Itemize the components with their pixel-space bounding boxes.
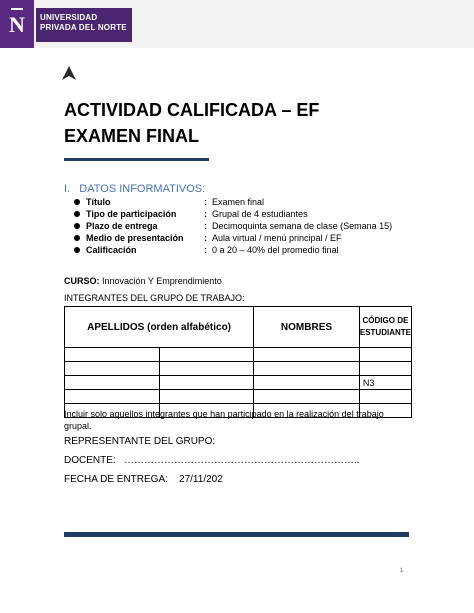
header-codigo: CÓDIGO DE ESTUDIANTE [359, 307, 411, 348]
docente-value: …………………………………………………………….. [124, 455, 360, 466]
info-label: Calificación [86, 245, 137, 255]
title-divider [64, 158, 209, 161]
table-cell[interactable] [65, 348, 160, 362]
info-colon: : [204, 197, 207, 207]
bullet-icon [74, 235, 80, 241]
table-header-row [65, 307, 412, 348]
table-cell[interactable] [159, 390, 254, 404]
representante-label: REPRESENTANTE DEL GRUPO: [64, 436, 216, 447]
table-cell[interactable] [65, 362, 160, 376]
info-label: Título [86, 197, 111, 207]
info-colon: : [204, 245, 207, 255]
info-value: Decimoquinta semana de clase (Semana 15) [212, 221, 393, 231]
table-cell[interactable] [359, 390, 411, 404]
footer-divider [64, 532, 409, 537]
info-row-medio [74, 232, 342, 244]
table-row [65, 348, 412, 362]
fecha-line [64, 474, 223, 485]
curso-line [64, 276, 222, 286]
university-name [40, 13, 127, 33]
table-row [65, 362, 412, 376]
info-value: Examen final [212, 197, 265, 207]
fecha-label: FECHA DE ENTREGA: [64, 474, 168, 485]
info-label: Plazo de entrega [86, 221, 158, 231]
fecha-value: 27/11/202 [179, 474, 223, 485]
table-cell[interactable] [65, 376, 160, 390]
document-title-line1: ACTIVIDAD CALIFICADA – EF [64, 100, 320, 120]
table-cell[interactable] [159, 348, 254, 362]
table-cell[interactable] [254, 376, 360, 390]
upn-logo-icon [0, 0, 34, 48]
document-title-line2: EXAMEN FINAL [64, 126, 199, 146]
university-line2: PRIVADA DEL NORTE [40, 23, 127, 32]
page-number: 1 [400, 568, 404, 574]
docente-label: DOCENTE: [64, 455, 116, 466]
table-cell[interactable] [159, 376, 254, 390]
info-value: Grupal de 4 estudiantes [212, 209, 308, 219]
curso-label: CURSO: [64, 276, 100, 286]
info-colon: : [204, 221, 207, 231]
table-cell[interactable] [254, 362, 360, 376]
integrantes-label: INTEGRANTES DEL GRUPO DE TRABAJO: [64, 293, 245, 303]
bullet-icon [74, 223, 80, 229]
info-value: Aula virtual / menú principal / EF [212, 233, 342, 243]
info-value: 0 a 20 – 40% del promedio final [212, 245, 339, 255]
info-row-calificacion [74, 244, 339, 256]
section-heading: I. DATOS INFORMATIVOS: [64, 183, 206, 195]
header-nombres: NOMBRES [254, 307, 360, 348]
table-cell[interactable] [254, 390, 360, 404]
table-cell[interactable]: N3 [359, 376, 411, 390]
info-label: Tipo de participación [86, 209, 177, 219]
docente-line [64, 455, 360, 466]
info-row-plazo [74, 220, 393, 232]
table-cell[interactable] [65, 390, 160, 404]
svg-text:N: N [9, 12, 25, 37]
info-colon: : [204, 233, 207, 243]
table-cell[interactable] [254, 348, 360, 362]
table-cell[interactable] [359, 348, 411, 362]
table-cell[interactable] [359, 362, 411, 376]
curso-value: Innovación Y Emprendimiento [99, 276, 222, 286]
table-cell[interactable] [159, 362, 254, 376]
bullet-icon [74, 247, 80, 253]
info-label: Medio de presentación [86, 233, 184, 243]
university-line1: UNIVERSIDAD [40, 13, 98, 22]
info-row-titulo [74, 196, 265, 208]
members-table [64, 306, 412, 418]
participation-note: Incluir solo aquellos integrantes que han participado en la realización del trabajo grupal. [64, 409, 384, 431]
info-colon: : [204, 209, 207, 219]
header-apellidos: APELLIDOS (orden alfabético) [65, 307, 254, 348]
arrow-icon [62, 66, 76, 85]
table-row [65, 376, 412, 390]
table-row [65, 390, 412, 404]
info-row-tipo [74, 208, 308, 220]
bullet-icon [74, 211, 80, 217]
bullet-icon [74, 199, 80, 205]
